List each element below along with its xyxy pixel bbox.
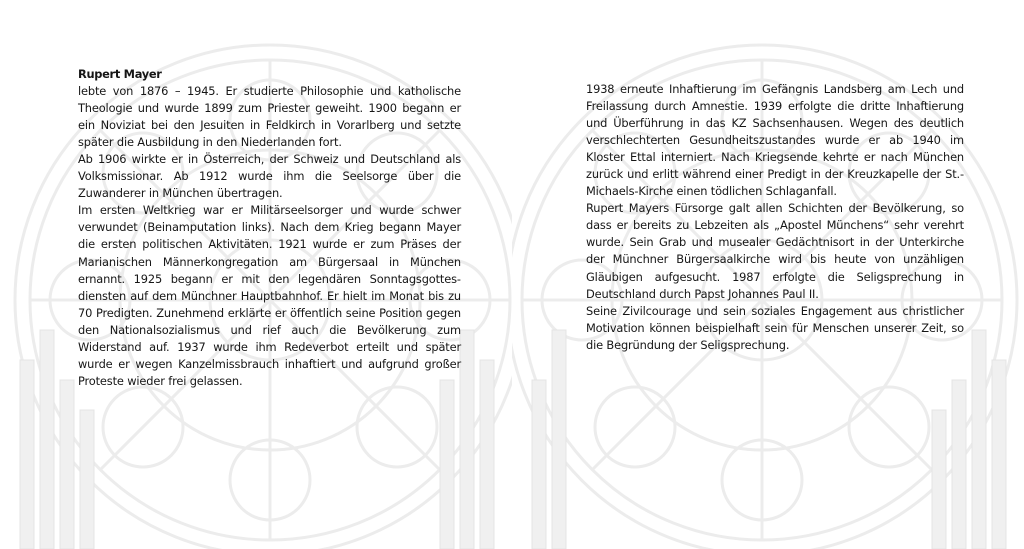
biography-paragraph: Seine Zivilcourage und sein soziales Engagement aus christlicher Motivation können beispielhaft sein für Menschen unserer Zeit, so die Begründung der Seligsprechung. <box>586 303 964 352</box>
left-page-text <box>78 66 461 390</box>
right-page-text <box>586 81 964 354</box>
biography-paragraph: Ab 1906 wirkte er in Österreich, der Schweiz und Deutschland als Volksmissionar. Ab 1912 wurde ihm die Seelsorge über die Zuwanderer in München übertragen. <box>78 152 461 201</box>
biography-paragraph: Rupert Mayers Fürsorge galt allen Schichten der Bevölkerung, so dass er bereits zu Lebzeiten als „Apostel Münchens“ sehr verehrt wurde. Sein Grab und musealer Gedächtnisort in der Unterkirche der Münchner Bürgersaalkirche wird bis heute von unzähligen Gläubigen aufgesucht. 1987 erfolgte die Seligsprechung in Deutschland durch Papst Johannes Paul II. <box>586 201 964 301</box>
person-name-heading: Rupert Mayer <box>78 67 162 81</box>
biography-paragraph: lebte von 1876 – 1945. Er studierte Philosophie und katholische Theologie und wurde 1899 zum Priester geweiht. 1900 begann er ein Noviziat bei den Jesuiten in Feldkirch in Vorarlberg und setzte später die Ausbildung in den Niederlanden fort. <box>78 84 461 150</box>
biography-paragraph: Im ersten Weltkrieg war er Militärseelsorger und wurde schwer verwundet (Beinamputation links). Nach dem Krieg begann Mayer die ersten politischen Aktivitäten. 1921 wurde er zum Präses der Marianischen Männerkongregation am Bürgersaal in München ernannt. 1925 begann er mit den legendären Sonntagsgottesdiensten auf dem Münchner Hauptbahnhof. Er hielt im Monat bis zu 70 Predigten. Zunehmend erklärte er öffentlich seine Position gegen den Nationalsozialismus und rief auch die Bevölkerung zum Widerstand auf. 1937 wurde ihm Redeverbot erteilt und später wurde er wegen Kanzelmissbrauch inhaftiert und aufgrund großer Proteste wieder frei gelassen. <box>78 203 461 388</box>
biography-paragraph: 1938 erneute Inhaftierung im Gefängnis Landsberg am Lech und Freilassung durch Amnestie. 1939 erfolgte die dritte Inhaftierung und Überführung in das KZ Sachsenhausen. Wegen des deutlich verschlechterten Gesundheitszustandes wurde er ab 1940 im Kloster Ettal interniert. Nach Kriegsende kehrte er nach München zurück und erlitt während einer Predigt in der Kreuzkapelle der St.-Michaels-Kirche einen tödlichen Schlaganfall. <box>586 82 964 199</box>
